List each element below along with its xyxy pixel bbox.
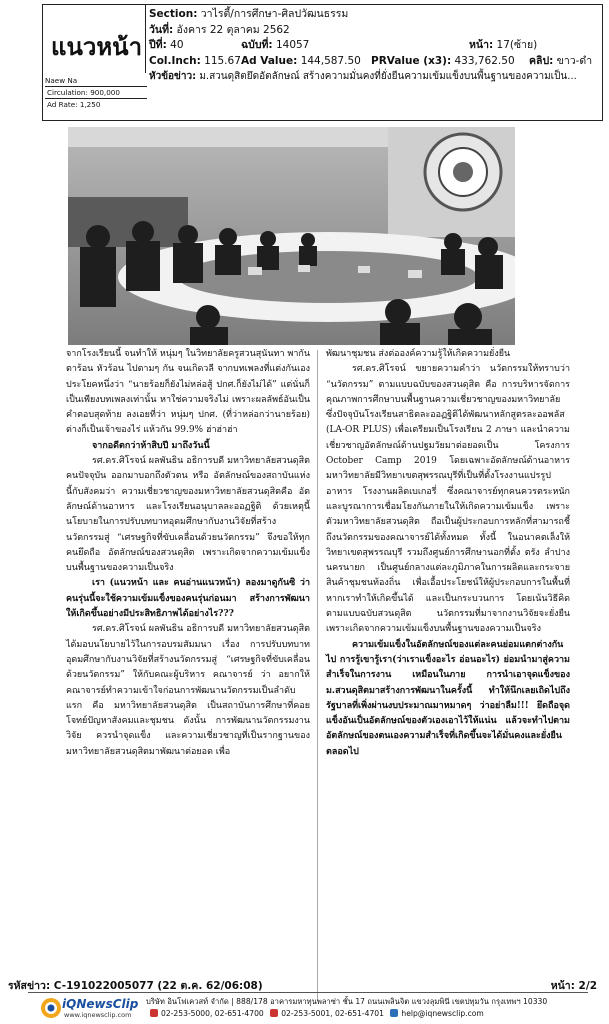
paragraph: รศ.ดร.ศิโรจน์ ผลพันธิน อธิการบดี มหาวิทยาลัยสวนดุสิต คนปัจจุบัน ออกมาบอกถึงตัวตน หรือ อัตลักษณ์ของสถาบันแห่งนี้กับสังคมว่า ความเชี่ยวชาญของมหาวิทยาลัยสวนดุสิตคือ อัตลักษณ์ด้านอาหาร และโรงเรียนอนุบาลละออฏฐิติ ด้วยเหตุนี้ นโยบายในการปรับบทบาทอุดมศึกษากับงานวิจัยที่สร้างนวัตกรรมสู่ “เศรษฐกิจที่ขับเคลื่อนด้วยนวัตกรรม” จึงขอให้ทุกคนยึดถือ อัตลักษณ์ของสวนดุสิต เพราะเกิดจากความเข้มแข็งบนพื้นฐานของความเป็นจริง	[66, 456, 310, 574]
brand-url[interactable]: www.iqnewsclip.com	[64, 1011, 132, 1019]
prvalue-value: 433,762.50	[454, 54, 515, 67]
bold-paragraph: เรา (แนวหน้า และ คนอ่านแนวหน้า) ลองมาดูกันซิ ว่าคนรุ่นนี้จะใช้ความเข้มแข็งของคนรุ่นก่อนมา สร้างการพัฒนาให้เกิดขึ้นอย่างมีประสิทธิภาพได้อย่างไร???	[66, 578, 310, 620]
paragraph: รศ.ดร.ศิโรจน์ ผลพันธิน อธิการบดี มหาวิทยาลัยสวนดุสิต ได้มอบนโยบายไว้ในการอบรมสัมมนา เรื่อง การปรับบทบาทอุดมศึกษากับงานวิจัยที่สร้างนวัตกรรมสู่ “เศรษฐกิจที่ขับเคลื่อนด้วยนวัตกรรม” ให้กับคณะผู้บริหาร คณาจารย์ ว่า อยากให้คณาจารย์ทำความเข้าใจก่อนการพัฒนานวัตกรรมเป็นลำดับแรก คือ มหาวิทยาลัยสวนดุสิต เป็นสถาบันการศึกษาที่คอย โจทย์ปัญหาสังคมและชุมชน ดังนั้น การพัฒนานวัตกรรมงานวิจัย ควรนำจุดแข็ง และความเชี่ยวชาญที่เป็นรากฐานของมหาวิทยาลัยสวนดุสิตมาพัฒนาต่อยอด เพื่อ	[66, 624, 310, 757]
footer-divider	[28, 992, 588, 993]
iqnewsclip-logo-icon	[40, 997, 62, 1019]
headline-label: หัวข้อข่าว:	[149, 71, 197, 82]
publication-meta	[43, 75, 147, 110]
article-column-left	[66, 347, 310, 760]
prvalue-label: PRValue (x3):	[371, 54, 452, 67]
year-label: ปีที่:	[149, 39, 167, 51]
article-column-right	[326, 347, 570, 760]
date-label: วันที่:	[149, 23, 174, 36]
publication-logo	[43, 5, 146, 73]
news-code: รหัสข่าว: C-191022005077 (22 ต.ค. 62/06:08)	[8, 980, 263, 992]
bold-paragraph: ความเข้มแข็งในอัตลักษณ์ของแต่ละคนย่อมแตกต่างกันไป การรู้เขารู้เรา(ว่าเราแข็งอะไร อ่อนอะไร) ย่อมนำมาสู่ความสำเร็จในการงาน เหมือนในภาย การนำเอาจุดแข็งของ ม.สวนดุสิตมาสร้างการพัฒนาในครั้งนี้ ทำให้นึกเลยเถิดไปถึงรัฐบาลที่เพิ่งผ่านงบประมาณมาหมาดๆ ว่าอย่าลืม!!! ยึดถือจุดแข็งอันเป็นอัตลักษณ์ของตัวเองเอาไว้ให้แน่น แล้วจะทำไปตามอัตลักษณ์ของตนเองความสำเร็จที่เกิดขึ้นจะได้มั่นคงและยั่งยืนตลอดไป	[326, 639, 570, 757]
meeting-photo	[68, 127, 515, 345]
iqnewsclip-brand	[40, 996, 139, 1020]
clip-label: คลิป:	[529, 54, 554, 67]
ad-rate: Ad Rate: 1,250	[45, 98, 147, 110]
clip-header	[42, 4, 603, 121]
page-value: 17(ซ้าย)	[496, 39, 538, 51]
page-label: หน้า:	[469, 39, 494, 51]
phone-number: 02-253-5000, 02-651-4700	[161, 1009, 264, 1018]
publication-name: Naew Na	[45, 76, 78, 85]
logo-text: แนวหน้า	[51, 33, 143, 61]
paragraph: จากโรงเรียนนี้ จนทำให้ หนุ่มๆ ในวิทยาลัยครูสวนสุนันทา พากัน ตาร้อน หัวร้อน ไปตามๆ กัน จนเกิดวลี จากบทเพลงที่แต่งกันเองประโยคหนึ่งว่า “นายร้อยก็ยังไม่หล่อสู้ ปกศ.ก็ยังไม่ได้” แต่นั่นก็เป็นเพียงบทเพลงเท่านั้น หาใช่ความจริงไม่ เพราะผลลัพธ์อันเป็นคำตอบสุดท้าย ลงเอยที่ว่า หนุ่มๆ ปกศ. (ที่ว่าหล่อกว่านายร้อย) ต่างก็เป็นเจ้าของไร่ แห้วกัน 99.9% ฮ่าฮ่าฮ่า	[66, 349, 310, 436]
column-divider	[317, 350, 318, 1002]
advalue-label: Ad Value:	[241, 54, 298, 67]
phone-icon	[150, 1009, 158, 1017]
issue-value: 14057	[275, 39, 310, 51]
fax-icon	[270, 1009, 278, 1017]
section-label: Section:	[149, 8, 198, 20]
subheading: จากอดีตกว่าห้าสิบปี มาถึงวันนี้	[92, 440, 210, 451]
clip-value: ขาว-ดำ	[556, 54, 593, 67]
brand-name: iQNewsClip	[62, 997, 139, 1011]
headline-value: ม.สวนดุสิตยึดอัตลักษณ์ สร้างความมั่นคงที่ยั่งยืนความเข้มแข็งบนพื้นฐานของความเป็น...	[199, 71, 577, 82]
colinch-label: Col.Inch:	[149, 54, 201, 67]
paragraph: รศ.ดร.ศิโรจน์ ขยายความคำว่า นวัตกรรมให้ทราบว่า “นวัตกรรม” ตามแบบฉบับของสวนดุสิต คือ การบริหารจัดการคุณภาพการศึกษาบนพื้นฐานความเชี่ยวชาญของมหาวิทยาลัย ซึ่งปัจจุบันโรงเรียนสาธิตละออฏฐิติได้พัฒนาหลักสูตรละออพลัส (LA-OR PLUS) เพื่อเตรียมเป็นโรงเรียน 2 ภาษา และนำความเชี่ยวชาญอัตลักษณ์ด้านปฐมวัยมาต่อยอดเป็น โครงการ October Camp 2019 โดยเฉพาะอัตลักษณ์ด้านอาหาร มหาวิทยาลัยมีวิทยาเขตสุพรรณบุรีที่เป็นที่ตั้งโรงงานแปรรูปอาหาร โรงงานผลิตเบเกอรี่ ซึ่งคณาจารย์ทุกคนควรตระหนักและบูรณาการเชื่อมโยงกันภายในให้เกิดความเข้มแข็ง เพราะตัวมหาวิทยาลัยสวนดุสิต ถือเป็นผู้ประกอบการหลักที่สามารถชี้ถึงนวัตกรรมของคณาจารย์ได้ทั้งหมด ทั้งนี้ ในอนาคตเล็งให้วิทยาเขตสุพรรณบุรี รวมถึงศูนย์การศึกษานอกที่ตั้ง ตรัง ลำปาง นครนายก เป็นศูนย์กลางแต่ละภูมิภาคในการผลิตและกระจายสินค้าชุมชนท้องถิ่น เพื่อเอื้อประโยชน์ให้ผู้ประกอบการในพื้นที่ หากเราทำให้เกิดขึ้นได้ และเป็นกระบวนการ โดยเน้นวิธีคิด ตามแบบฉบับสวนดุสิต นวัตกรรมที่มาจากงานวิจัยจะยั่งยืน เพราะเกิดจากความเข้มแข็งบนพื้นฐานของความเป็นจริง	[326, 364, 570, 635]
colinch-value: 115.67	[204, 54, 241, 67]
circulation: Circulation: 900,000	[45, 86, 147, 98]
advalue-value: 144,587.50	[300, 54, 361, 67]
clip-meta	[149, 7, 593, 85]
email-icon	[390, 1009, 398, 1017]
issue-label: ฉบับที่:	[241, 39, 273, 51]
paragraph: พัฒนาชุมชน ส่งต่อองค์ความรู้ให้เกิดความยั่งยืน	[326, 349, 511, 359]
section-value: วาไรตี้/การศึกษา-ศิลปวัฒนธรรม	[200, 8, 349, 20]
email-address[interactable]: help@iqnewsclip.com	[401, 1009, 484, 1018]
year-value: 40	[170, 39, 184, 51]
company-address: บริษัท อินโฟเควสท์ จำกัด | 888/178 อาคารมหาทุนพลาซ่า ชั้น 17 ถนนเพลินจิต แขวงลุมพินี เขตปทุมวัน กรุงเทพฯ 10330	[146, 997, 548, 1006]
page-number: หน้า: 2/2	[550, 980, 597, 992]
fax-number: 02-253-5001, 02-651-4701	[281, 1009, 384, 1018]
company-contact	[146, 996, 547, 1020]
date-value: อังคาร 22 ตุลาคม 2562	[176, 23, 290, 36]
